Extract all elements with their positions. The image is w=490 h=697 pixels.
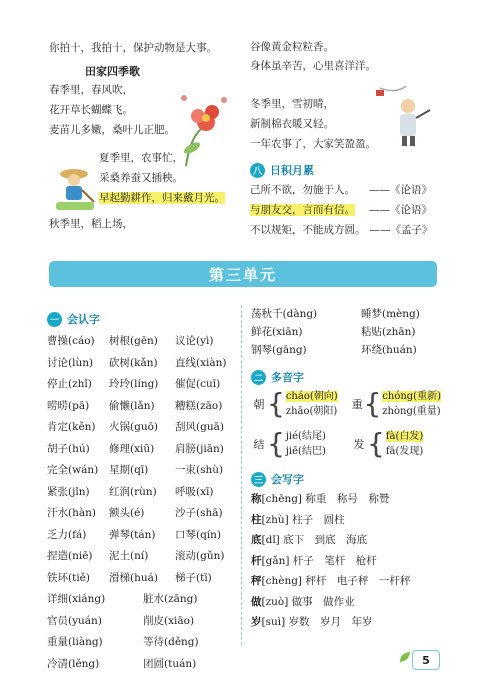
recognize-word: 梯子(tī) [175,571,212,584]
recognize-word: 捏造(niē) [47,550,93,562]
write-row [251,571,441,592]
recognize-word: 完全(wán) [47,464,99,476]
recognize-word: 粘贴(zhān) [361,326,416,338]
recognize-word: 直线(xiàn) [175,356,227,369]
write-pinyin: [chēng] [261,493,303,505]
recognize-word: 鲜花(xiān) [251,326,303,338]
write-words: 做事 做作业 [291,595,355,608]
section-header [251,367,441,387]
poem-line: 采桑养蚕又插秧。 [99,172,183,184]
poem-line: 春季里，春风吹， [49,84,133,96]
recognize-word: 睡梦(mèng) [361,308,420,320]
recognize-word: 呼吸(xī) [175,485,214,498]
recognize-word: 乏力(fá) [47,528,87,541]
recognize-word: 火锅(guō) [109,421,158,433]
unit-banner: 第三单元 [49,261,437,287]
recognize-word: 泥土(ní) [109,550,149,562]
polyphone-char: 朝 [253,398,265,411]
section-number: 一 [47,312,62,327]
write-pinyin: [dǐ] [261,534,280,546]
recognize-word: 催促(cuī) [175,378,221,390]
recognize-word: 红润(rùn) [109,485,157,498]
section-number: 二 [251,370,266,385]
saying-text: 己所不欲，勿施于人。 [250,184,355,196]
recognize-word: 讨论(lùn) [47,356,94,369]
highlight-text: 早起勤耕作，归来戴月光。 [99,192,225,204]
recognize-word: 沙子(shā) [175,507,223,519]
farmer-illustration [52,164,98,216]
reading: zhòng(重量) [382,406,441,417]
recognize-word: 砍树(kǎn) [109,356,158,369]
poem-line: 新制棉衣暖又轻。 [250,118,334,130]
recognize-word: 重量(liàng) [47,636,103,648]
recognize-word: 紧张(jǐn) [47,485,90,498]
poem-line: 麦苗儿多嫩，桑叶儿正肥。 [49,124,175,136]
write-pinyin: [gǎn] [261,554,290,567]
polyphone-char: 重 [351,398,363,411]
saying-row [250,200,440,220]
write-list [251,489,441,633]
section-header [251,469,441,489]
right-top-column [250,38,440,240]
recognize-word: 荡秋千(dàng) [251,308,318,320]
section-header [250,160,440,180]
recognize-cont-grid [251,305,441,359]
recognize-word: 弹琴(tán) [109,528,156,541]
right-bottom-column [251,305,441,633]
leaf-icon [398,650,412,664]
recognize-word: 停止(zhǐ) [47,378,92,390]
column-divider [241,305,242,645]
recognize-section [47,305,239,675]
saying-row [250,180,440,200]
recognize-word: 汗水(hàn) [47,507,96,519]
saying-row [250,220,440,240]
recognize-word: 唠唠(pā) [47,399,90,412]
write-words: 秤杆 电子秤 一杆秤 [305,575,411,587]
recognize-word: 胡子(hú) [47,442,90,455]
write-pinyin: [zhù] [261,513,289,526]
write-pinyin: [zuò] [261,595,289,608]
saying-source: ——《论语》 [369,184,432,196]
write-pinyin: [chèng] [261,575,303,587]
poem-title: 田家四季歌 [85,65,140,78]
brace-icon: { [267,387,285,420]
recognize-word: 修理(xiū) [109,442,155,455]
write-words: 杆子 笔杆 枪杆 [292,554,377,567]
write-char: 杆 [251,554,262,567]
section-header [47,309,239,329]
brace-icon: { [363,387,382,420]
section-title: 会认字 [67,313,100,326]
recognize-word: 玲玲(líng) [109,378,159,390]
poem-line: 夏季里，农事忙， [99,152,183,164]
recognize-word: 滑梯(huá) [109,571,158,584]
write-pinyin: [suì] [261,616,286,628]
write-row [251,530,441,551]
write-row [251,592,441,613]
recognize-word: 议论(yì) [175,335,214,347]
write-char: 秤 [251,575,262,587]
poem-line: 谷像黄金粒粒香。 [250,41,334,53]
recognize-word: 星期(qī) [109,464,149,476]
brace-icon: { [367,427,385,460]
write-words: 岁数 岁月 年岁 [288,616,373,628]
polyphone-item [251,429,351,459]
recognize-word: 滚动(gǔn) [175,550,225,562]
saying-text: 不以规矩，不能成方圆。 [250,224,366,236]
section-title: 多音字 [271,371,304,384]
recognize-word: 刮风(guā) [175,421,224,433]
write-char: 做 [251,595,262,608]
write-words: 底下 到底 海底 [283,534,368,546]
recognize-word: 冷清(lěng) [47,657,100,670]
write-char: 底 [251,534,262,546]
recognize-word: 详细(xiáng) [47,593,106,605]
write-row [251,510,441,531]
write-words: 称重 称号 称赞 [305,493,390,505]
reading: jiē(结巴) [285,446,326,457]
recognize-word-grid [47,331,239,675]
reading: chóng(重新) [382,391,441,402]
recognize-word: 一束(shù) [175,464,224,476]
recognize-word: 官员(yuán) [47,614,102,627]
write-words: 柱子 圆柱 [292,513,345,526]
recognize-word: 削皮(xiāo) [143,614,195,627]
write-char: 称 [251,493,262,505]
flower-illustration [176,88,232,166]
section-number: 八 [250,163,265,178]
text-line: 你拍十，我拍十，保护动物是大事。 [49,42,217,54]
poem-line: 秋季里，稻上场， [49,218,133,230]
write-char: 柱 [251,513,262,526]
recognize-word: 环绕(huán) [361,344,417,356]
polyphone-item [251,389,351,419]
reading: fà(白发) [385,431,424,442]
saying-text: 与朋友交，言而有信。 [250,204,355,216]
saying-source: ——《孟子》 [369,224,433,236]
page-number: 5 [412,650,440,670]
recognize-word: 糟糕(zāo) [175,399,223,412]
recognize-word: 额头(é) [109,507,145,519]
recognize-word: 肯定(kěn) [47,421,96,433]
reading: zhāo(朝阳) [285,406,338,417]
write-row [251,612,441,633]
poem-line: 冬季里，雪初晴， [250,98,334,110]
recognize-word: 团圆(tuán) [143,657,197,670]
recognize-word: 等待(děng) [143,636,199,648]
section-title: 日积月累 [270,164,314,177]
section-title: 会写字 [271,473,304,486]
polyphone-item [351,429,441,459]
recognize-word: 树根(gēn) [109,335,158,347]
recognize-word: 口琴(qín) [175,528,222,541]
poem-line-highlight [99,188,239,208]
saying-source: ——《论语》 [369,204,432,216]
recognize-word: 铁环(tiě) [47,571,90,584]
reading: cháo(朝向) [285,391,338,402]
brace-icon: { [267,427,285,460]
recognize-word: 肩膀(jiān) [175,442,224,455]
poem-line: 花开草长蝴蝶飞。 [49,104,133,116]
write-char: 岁 [251,616,262,628]
write-row [251,551,441,572]
reading: jié(结尾) [285,431,326,442]
poem-line: 一年农事了，大家笑盈盈。 [250,138,376,150]
write-row [251,489,441,510]
recognize-word: 曹操(cáo) [47,335,95,347]
polyphone-item [351,389,441,419]
recognize-word: 偷懒(lǎn) [109,399,155,412]
reading: fā(发现) [385,446,424,457]
polyphone-char: 结 [253,438,265,451]
recognize-word: 脏水(zāng) [143,593,198,605]
section-number: 三 [251,472,266,487]
recognize-word: 钢琴(gāng) [251,344,307,356]
polyphone-grid [251,387,441,461]
polyphone-char: 发 [353,438,365,451]
poem-line: 身体虽辛苦，心里喜洋洋。 [250,60,376,72]
